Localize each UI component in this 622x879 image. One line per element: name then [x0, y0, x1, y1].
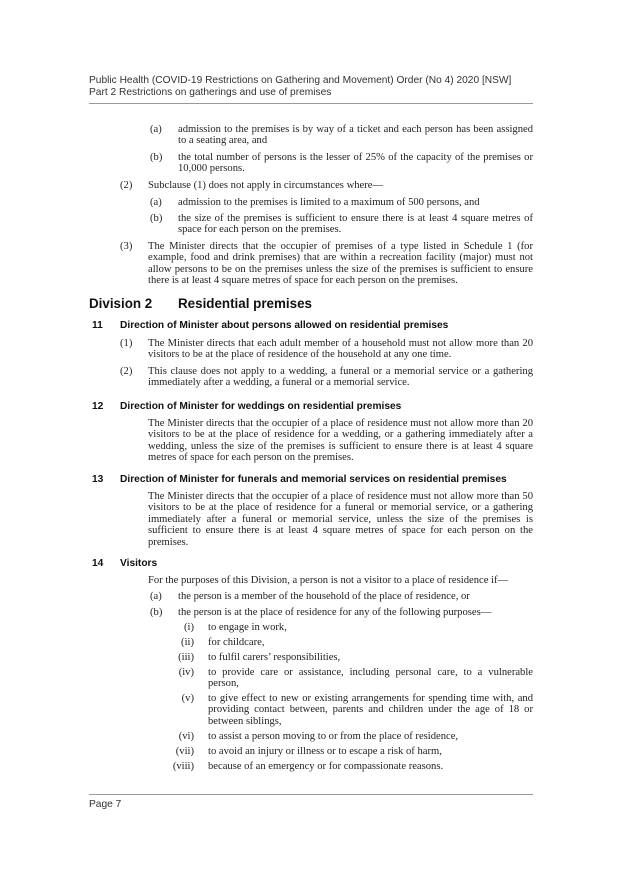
header-rule	[89, 103, 533, 104]
clause-heading: Direction of Minister for weddings on residential premises	[120, 401, 402, 412]
subclause-label: (2)	[120, 180, 133, 191]
subclause-text: The Minister directs that the occupier of premises of a type listed in Schedule 1 (for example, food and drink premises) that are within a recreation facility (major) must not allow persons to be on the premises unless the size of the premises is sufficient to ensure there is at least 4 square metres of space for each person on the premises.	[148, 241, 533, 287]
division-label: Division 2	[89, 296, 153, 311]
subitem-label: (viii)	[172, 761, 194, 772]
item-label: (b)	[150, 152, 163, 163]
item-label: (a)	[150, 124, 162, 135]
clause-text: The Minister directs that the occupier of a place of residence must not allow more than 20 visitors to be at the place of residence for a wedding, or a gathering immediately after a wedding, unless the size of the premises is sufficient to ensure there is at least 4 square metres of space for each person on the premises.	[148, 418, 533, 464]
subitem-text: to engage in work,	[208, 622, 287, 633]
clause-number: 14	[92, 558, 104, 569]
subclause-label: (3)	[120, 241, 133, 252]
subitem-text: to fulfil carers’ responsibilities,	[208, 652, 341, 663]
item-text: the person is at the place of residence for any of the following purposes—	[178, 607, 492, 618]
running-header-part: Part 2 Restrictions on gatherings and use of premises	[89, 87, 332, 98]
item-label: (a)	[150, 197, 162, 208]
item-label: (a)	[150, 591, 162, 602]
footer-rule	[89, 794, 533, 795]
item-text: the size of the premises is sufficient to ensure there is at least 4 square metres of space for each person on the premises.	[178, 213, 533, 236]
page-number: Page 7	[89, 799, 122, 810]
clause-text: The Minister directs that the occupier of a place of residence must not allow more than 50 visitors to be at the place of residence for a funeral or memorial service, or a gathering immediately after a funeral or memorial service, unless the size of the premises is sufficient to ensure there is at least 4 square metres of space for each person on the premises.	[148, 491, 533, 548]
subitem-label: (v)	[181, 693, 194, 704]
subitem-text: because of an emergency or for compassionate reasons.	[208, 761, 444, 772]
item-label: (b)	[150, 607, 163, 618]
clause-intro: For the purposes of this Division, a person is not a visitor to a place of residence if—	[148, 575, 509, 586]
subitem-label: (ii)	[181, 637, 194, 648]
clause-heading: Direction of Minister for funerals and memorial services on residential premises	[120, 474, 507, 485]
subitem-label: (vii)	[175, 746, 194, 757]
item-text: admission to the premises is by way of a ticket and each person has been assigned to a seating area, and	[178, 124, 533, 147]
subclause-text: This clause does not apply to a wedding, a funeral or a memorial service or a gathering immediately after a wedding, a funeral or a memorial service.	[148, 366, 533, 389]
subitem-label: (vi)	[178, 731, 194, 742]
item-text: the total number of persons is the lesser of 25% of the capacity of the premises or 10,000 persons.	[178, 152, 533, 175]
subclause-label: (1)	[120, 338, 133, 349]
subitem-label: (i)	[184, 622, 194, 633]
subitem-text: to provide care or assistance, including personal care, to a vulnerable person,	[208, 667, 533, 690]
subitem-text: to give effect to new or existing arrangements for spending time with, and providing contact between, parents and children under the age of 18 or between siblings,	[208, 693, 533, 727]
subitem-label: (iv)	[178, 667, 194, 678]
item-text: admission to the premises is limited to a maximum of 500 persons, and	[178, 197, 480, 208]
item-label: (b)	[150, 213, 163, 224]
clause-number: 13	[92, 474, 104, 485]
subitem-label: (iii)	[178, 652, 194, 663]
running-header-title: Public Health (COVID-19 Restrictions on Gathering and Movement) Order (No 4) 2020 [NSW]	[89, 75, 512, 86]
clause-number: 11	[92, 320, 103, 331]
subclause-text: Subclause (1) does not apply in circumstances where—	[148, 180, 384, 191]
division-title: Residential premises	[178, 296, 312, 311]
clause-heading: Direction of Minister about persons allowed on residential premises	[120, 320, 449, 331]
subitem-text: for childcare,	[208, 637, 265, 648]
subclause-label: (2)	[120, 366, 133, 377]
subclause-text: The Minister directs that each adult member of a household must not allow more than 20 visitors to be at the place of residence of the household at any one time.	[148, 338, 533, 361]
subitem-text: to assist a person moving to or from the place of residence,	[208, 731, 459, 742]
clause-number: 12	[92, 401, 104, 412]
item-text: the person is a member of the household of the place of residence, or	[178, 591, 470, 602]
subitem-text: to avoid an injury or illness or to escape a risk of harm,	[208, 746, 442, 757]
clause-heading: Visitors	[120, 558, 158, 569]
